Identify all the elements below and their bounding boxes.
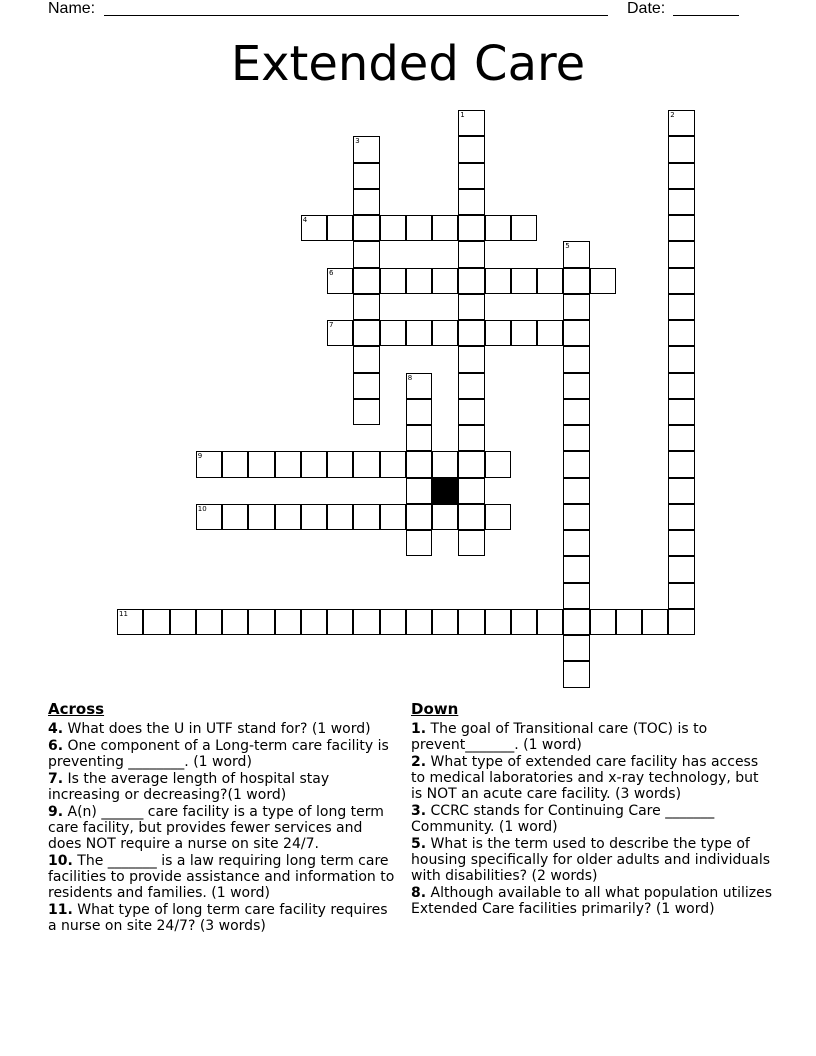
clue-across-10: 10. The _______ is a law requiring long term care facilities to provide assistance and information to residents and families. (1 word): [48, 853, 395, 901]
grid-cell[interactable]: [668, 110, 694, 136]
grid-cell[interactable]: [485, 609, 511, 635]
grid-cell[interactable]: [248, 451, 274, 477]
date-label: Date:: [627, 0, 666, 17]
grid-cell[interactable]: [406, 609, 432, 635]
grid-cell[interactable]: [353, 268, 379, 294]
grid-cell[interactable]: [458, 530, 484, 556]
grid-cell[interactable]: [563, 268, 589, 294]
grid-cell[interactable]: [432, 504, 458, 530]
grid-cell[interactable]: [222, 451, 248, 477]
grid-cell[interactable]: [563, 241, 589, 267]
grid-cell[interactable]: [353, 215, 379, 241]
cell-number: 10: [197, 504, 207, 513]
grid-cell[interactable]: [458, 136, 484, 162]
cell-number: 2: [670, 111, 675, 119]
grid-cell[interactable]: [563, 451, 589, 477]
grid-cell[interactable]: [668, 294, 694, 320]
grid-cell[interactable]: [668, 268, 694, 294]
cell-number: 1: [460, 111, 465, 119]
down-heading: Down: [411, 700, 459, 718]
grid-cell[interactable]: [353, 504, 379, 530]
grid-cell[interactable]: [432, 268, 458, 294]
cell-number: 4: [302, 216, 308, 224]
cell-number: 11: [119, 609, 128, 618]
grid-cell[interactable]: [275, 504, 301, 530]
grid-cell[interactable]: [511, 215, 537, 241]
grid-cell[interactable]: [353, 294, 379, 320]
grid-cell[interactable]: [563, 399, 589, 425]
grid-cell[interactable]: [327, 451, 353, 477]
grid-cell[interactable]: [537, 268, 563, 294]
grid-cell[interactable]: [485, 215, 511, 241]
grid-cell[interactable]: [353, 163, 379, 189]
grid-cell[interactable]: [327, 268, 353, 294]
grid-cell[interactable]: [432, 215, 458, 241]
grid-cell[interactable]: [668, 163, 694, 189]
grid-cell[interactable]: [458, 241, 484, 267]
grid-cell[interactable]: [406, 451, 432, 477]
grid-cell[interactable]: [196, 504, 222, 530]
cell-number: 9: [197, 452, 203, 461]
grid-cell[interactable]: [380, 451, 406, 477]
grid-cell[interactable]: [668, 320, 694, 346]
grid-cell[interactable]: [327, 215, 353, 241]
grid-cell[interactable]: [563, 530, 589, 556]
grid-cell[interactable]: [353, 136, 379, 162]
grid-cell[interactable]: [668, 346, 694, 372]
grid-cell[interactable]: [406, 425, 432, 451]
grid-cell[interactable]: [406, 215, 432, 241]
grid-cell[interactable]: [458, 346, 484, 372]
grid-cell[interactable]: [353, 346, 379, 372]
grid-cell[interactable]: [563, 635, 589, 661]
clue-down-8: 8. Although available to all what population utilizes Extended Care facilities primarily? (1 word): [411, 885, 773, 917]
grid-cell[interactable]: [406, 320, 432, 346]
grid-cell[interactable]: [222, 609, 248, 635]
grid-cell[interactable]: [380, 609, 406, 635]
grid-cell[interactable]: [117, 609, 143, 635]
grid-cell[interactable]: [196, 609, 222, 635]
grid-cell[interactable]: [511, 268, 537, 294]
grid-cell[interactable]: [668, 215, 694, 241]
cell-number: 3: [355, 137, 360, 146]
grid-cell[interactable]: [301, 609, 327, 635]
grid-cell[interactable]: [406, 504, 432, 530]
grid-cell[interactable]: [380, 320, 406, 346]
grid-cell[interactable]: [143, 609, 169, 635]
grid-cell[interactable]: [511, 609, 537, 635]
grid-cell[interactable]: [563, 661, 589, 687]
grid-cell[interactable]: [458, 215, 484, 241]
clue-across-4: 4. What does the U in UTF stand for? (1 word): [48, 721, 371, 737]
grid-cell[interactable]: [353, 189, 379, 215]
grid-cell[interactable]: [248, 609, 274, 635]
grid-cell[interactable]: [458, 110, 484, 136]
grid-cell[interactable]: [537, 320, 563, 346]
grid-cell[interactable]: [485, 504, 511, 530]
grid-cell[interactable]: [432, 609, 458, 635]
grid-cell[interactable]: [485, 268, 511, 294]
grid-cell[interactable]: [248, 504, 274, 530]
grid-cell[interactable]: [458, 373, 484, 399]
grid-cell[interactable]: [563, 583, 589, 609]
grid-cell[interactable]: [668, 189, 694, 215]
grid-cell[interactable]: [668, 373, 694, 399]
grid-cell[interactable]: [668, 136, 694, 162]
grid-cell[interactable]: [511, 320, 537, 346]
grid-cell[interactable]: [458, 294, 484, 320]
clue-down-2: 2. What type of extended care facility has access to medical laboratories and x-ray technology, but is NOT an acute care facility. (3 words): [411, 754, 759, 802]
grid-cell[interactable]: [458, 478, 484, 504]
grid-cell[interactable]: [432, 320, 458, 346]
clue-across-6: 6. One component of a Long-term care facility is preventing ________. (1 word): [48, 738, 389, 770]
grid-cell[interactable]: [616, 609, 642, 635]
grid-cell[interactable]: [380, 268, 406, 294]
grid-cell[interactable]: [563, 320, 589, 346]
grid-cell[interactable]: [537, 609, 563, 635]
across-clues: [48, 701, 398, 935]
grid-cell[interactable]: [668, 478, 694, 504]
puzzle-title: Extended Care: [230, 36, 586, 92]
grid-cell[interactable]: [406, 478, 432, 504]
grid-cell[interactable]: [563, 556, 589, 582]
grid-cell[interactable]: [485, 451, 511, 477]
grid-cell[interactable]: [563, 609, 589, 635]
clue-down-3: 3. CCRC stands for Continuing Care _______ Community. (1 word): [411, 803, 715, 835]
grid-cell[interactable]: [458, 451, 484, 477]
grid-cell[interactable]: [432, 451, 458, 477]
grid-cell[interactable]: [406, 530, 432, 556]
grid-cell[interactable]: [458, 268, 484, 294]
grid-cell[interactable]: [563, 425, 589, 451]
grid-cell[interactable]: [458, 425, 484, 451]
grid-cell[interactable]: [458, 399, 484, 425]
grid-cell[interactable]: [380, 504, 406, 530]
grid-cell[interactable]: [353, 451, 379, 477]
down-clues: [411, 701, 773, 918]
grid-cell[interactable]: [380, 215, 406, 241]
grid-cell[interactable]: [353, 399, 379, 425]
clue-across-11: 11. What type of long term care facility requires a nurse on site 24/7? (3 words): [48, 902, 388, 934]
grid-cell[interactable]: [563, 346, 589, 372]
grid-cell[interactable]: [196, 451, 222, 477]
grid-cell[interactable]: [668, 451, 694, 477]
grid-cell[interactable]: [170, 609, 196, 635]
cell-number: 8: [407, 373, 413, 382]
cell-number: 7: [329, 321, 334, 329]
grid-cell[interactable]: [458, 609, 484, 635]
cell-number: 5: [565, 242, 570, 251]
grid-cell[interactable]: [590, 268, 616, 294]
grid-cell[interactable]: [563, 504, 589, 530]
clue-across-7: 7. Is the average length of hospital stay increasing or decreasing?(1 word): [48, 771, 330, 803]
grid-cell[interactable]: [668, 425, 694, 451]
across-heading: Across: [48, 700, 105, 718]
grid-cell[interactable]: [485, 320, 511, 346]
grid-cell[interactable]: [458, 189, 484, 215]
grid-cell[interactable]: [301, 215, 327, 241]
grid-cell[interactable]: [353, 241, 379, 267]
grid-cell[interactable]: [301, 451, 327, 477]
black-square: [432, 478, 458, 504]
grid-cell[interactable]: [563, 373, 589, 399]
grid-cell[interactable]: [590, 609, 616, 635]
grid-cell[interactable]: [353, 373, 379, 399]
grid-cell[interactable]: [668, 609, 694, 635]
grid-cell[interactable]: [275, 451, 301, 477]
grid-cell[interactable]: [563, 294, 589, 320]
clue-down-1: 1. The goal of Transitional care (TOC) is to prevent_______. (1 word): [411, 721, 708, 753]
grid-cell[interactable]: [458, 504, 484, 530]
grid-cell[interactable]: [668, 556, 694, 582]
grid-cell[interactable]: [406, 373, 432, 399]
grid-cell[interactable]: [563, 478, 589, 504]
grid-cell[interactable]: [668, 399, 694, 425]
grid-cell[interactable]: [668, 583, 694, 609]
grid-cell[interactable]: [327, 320, 353, 346]
grid-cell[interactable]: [327, 609, 353, 635]
grid-cell[interactable]: [458, 320, 484, 346]
grid-cell[interactable]: [642, 609, 668, 635]
name-label: Name:: [48, 0, 96, 17]
grid-cell[interactable]: [406, 399, 432, 425]
grid-cell[interactable]: [668, 530, 694, 556]
grid-cell[interactable]: [275, 609, 301, 635]
grid-cell[interactable]: [458, 163, 484, 189]
grid-cell[interactable]: [222, 504, 248, 530]
cell-number: 6: [329, 268, 334, 277]
clue-down-5: 5. What is the term used to describe the type of housing specifically for older adults and individuals with disabilities? (2 words): [411, 836, 771, 884]
grid-cell[interactable]: [353, 609, 379, 635]
grid-cell[interactable]: [668, 504, 694, 530]
grid-cell[interactable]: [668, 241, 694, 267]
grid-cell[interactable]: [301, 504, 327, 530]
clue-across-9: 9. A(n) ______ care facility is a type of long term care facility, but provides fewer services and does NOT require a nurse on site 24/7.: [48, 804, 384, 852]
grid-cell[interactable]: [353, 320, 379, 346]
grid-cell[interactable]: [406, 268, 432, 294]
grid-cell[interactable]: [327, 504, 353, 530]
